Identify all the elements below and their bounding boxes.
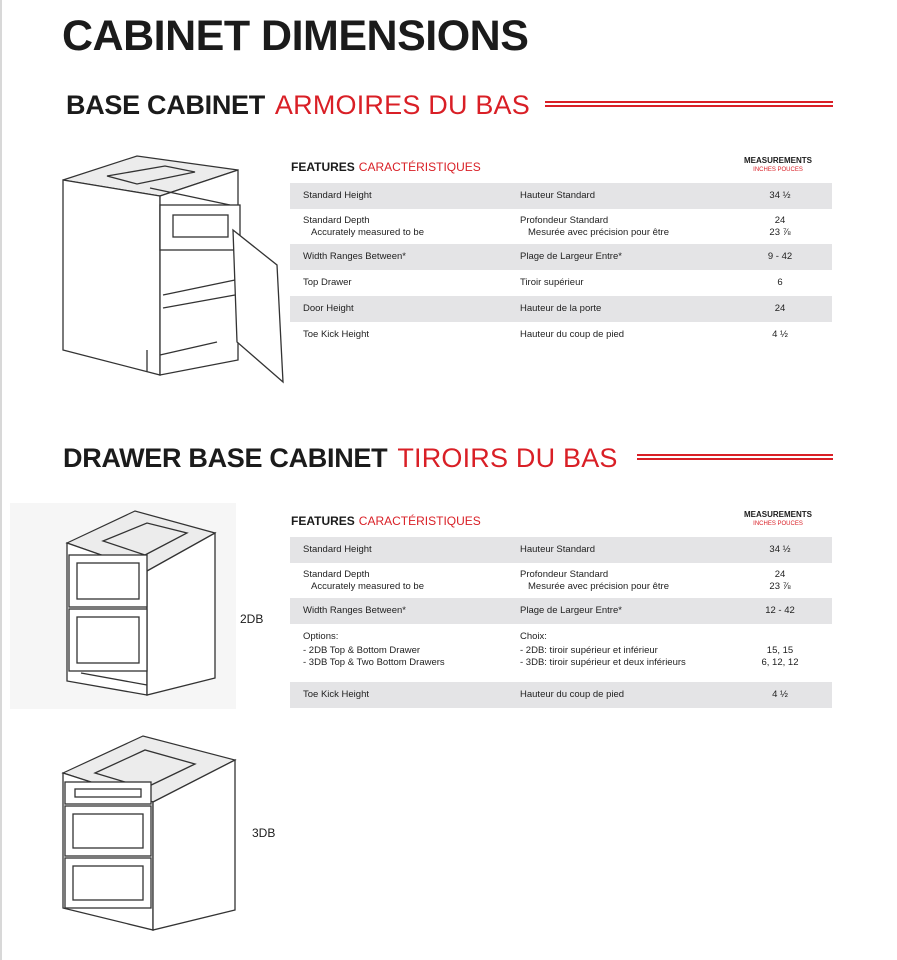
table-row bbox=[290, 183, 832, 209]
drawer-measurements-label: MEASUREMENTS bbox=[743, 510, 812, 519]
row-label-en: Top Drawer bbox=[303, 277, 352, 288]
row-sublabel-fr: Mesurée avec précision pour être bbox=[528, 581, 669, 592]
table-row bbox=[290, 322, 832, 348]
2db-cabinet-illustration bbox=[55, 503, 230, 709]
row-value: 24 bbox=[774, 303, 786, 314]
row-label-fr: Hauteur Standard bbox=[520, 544, 595, 555]
row-option-en: - 2DB Top & Bottom Drawer bbox=[303, 645, 421, 656]
base-cabinet-heading-fr: ARMOIRES DU BAS bbox=[274, 90, 530, 120]
row-label-en: Standard Depth bbox=[303, 215, 370, 226]
row-label-fr: Profondeur Standard bbox=[520, 215, 609, 226]
row-label-en: Toe Kick Height bbox=[303, 329, 370, 340]
row-value: 9 - 42 bbox=[767, 251, 793, 262]
row-value: 4 ½ bbox=[772, 689, 788, 700]
row-value: 6 bbox=[777, 277, 783, 288]
row-label-fr: Hauteur de la porte bbox=[520, 303, 602, 314]
3db-label: 3DB bbox=[252, 826, 276, 840]
base-features-table bbox=[290, 183, 832, 348]
base-features-en: FEATURES bbox=[291, 160, 355, 174]
row-value: 34 ½ bbox=[769, 190, 791, 201]
base-units-en: INCHES bbox=[753, 167, 776, 173]
row-label-fr: Tiroir supérieur bbox=[520, 277, 584, 288]
base-cabinet-heading bbox=[66, 90, 530, 124]
row-label-fr: Plage de Largeur Entre* bbox=[520, 251, 622, 262]
drawer-features-heading bbox=[291, 514, 481, 528]
row-value: 34 ½ bbox=[769, 544, 791, 555]
row-label-en: Width Ranges Between* bbox=[303, 605, 406, 616]
drawer-base-heading bbox=[63, 443, 618, 477]
row-sublabel-en: Accurately measured to be bbox=[311, 227, 425, 238]
drawer-features-en: FEATURES bbox=[291, 514, 355, 528]
base-features-fr: CARACTÉRISTIQUES bbox=[358, 160, 481, 174]
table-row bbox=[290, 537, 832, 563]
drawer-features-fr: CARACTÉRISTIQUES bbox=[358, 514, 481, 528]
row-label-en: Options: bbox=[303, 631, 339, 642]
base-cabinet-illustration bbox=[55, 150, 290, 390]
table-row bbox=[290, 682, 832, 708]
page-title: CABINET DIMENSIONS bbox=[62, 12, 529, 60]
base-cabinet-rule bbox=[545, 101, 833, 107]
drawer-base-rule bbox=[637, 454, 833, 460]
row-label-fr: Hauteur du coup de pied bbox=[520, 329, 625, 340]
row-label-en: Standard Height bbox=[303, 544, 372, 555]
row-value-secondary: 23 ⅞ bbox=[769, 227, 791, 238]
drawer-base-heading-en: DRAWER BASE CABINET bbox=[63, 443, 388, 473]
table-row bbox=[290, 624, 832, 682]
row-value-secondary: 23 ⅞ bbox=[769, 581, 791, 592]
table-row bbox=[290, 270, 832, 296]
base-cabinet-heading-en: BASE CABINET bbox=[66, 90, 265, 120]
drawer-base-heading-fr: TIROIRS DU BAS bbox=[397, 443, 618, 473]
table-row bbox=[290, 244, 832, 270]
row-label-fr: Plage de Largeur Entre* bbox=[520, 605, 622, 616]
row-option-en: - 3DB Top & Two Bottom Drawers bbox=[303, 657, 445, 668]
base-units-fr: POUCES bbox=[777, 167, 803, 173]
row-label-en: Toe Kick Height bbox=[303, 689, 370, 700]
row-value: 12 - 42 bbox=[765, 605, 795, 616]
base-features-heading bbox=[291, 160, 481, 174]
row-option-fr: - 3DB: tiroir supérieur et deux inférieurs bbox=[520, 657, 686, 668]
2db-label: 2DB bbox=[240, 612, 264, 626]
row-label-en: Standard Depth bbox=[303, 569, 370, 580]
drawer-measurements-heading bbox=[728, 511, 828, 527]
row-sublabel-en: Accurately measured to be bbox=[311, 581, 425, 592]
row-label-en: Width Ranges Between* bbox=[303, 251, 406, 262]
row-label-fr: Profondeur Standard bbox=[520, 569, 609, 580]
row-value: 24 bbox=[774, 569, 786, 580]
table-row bbox=[290, 563, 832, 598]
base-measurements-heading bbox=[728, 157, 828, 173]
row-label-fr: Hauteur Standard bbox=[520, 190, 595, 201]
row-value: 6, 12, 12 bbox=[761, 657, 799, 668]
table-row bbox=[290, 296, 832, 322]
drawer-features-table bbox=[290, 537, 832, 708]
row-value: 4 ½ bbox=[772, 329, 788, 340]
row-label-fr: Choix: bbox=[520, 631, 547, 642]
row-value: 15, 15 bbox=[766, 645, 794, 656]
row-value: 24 bbox=[774, 215, 786, 226]
row-option-fr: - 2DB: tiroir supérieur et inférieur bbox=[520, 645, 658, 656]
row-sublabel-fr: Mesurée avec précision pour être bbox=[528, 227, 669, 238]
row-label-fr: Hauteur du coup de pied bbox=[520, 689, 625, 700]
row-label-en: Standard Height bbox=[303, 190, 372, 201]
drawer-units-fr: POUCES bbox=[777, 521, 803, 527]
row-label-en: Door Height bbox=[303, 303, 354, 314]
drawer-units-en: INCHES bbox=[753, 521, 776, 527]
table-row bbox=[290, 598, 832, 624]
base-measurements-label: MEASUREMENTS bbox=[743, 156, 812, 165]
page-edge bbox=[0, 0, 2, 960]
table-row bbox=[290, 209, 832, 244]
3db-cabinet-illustration bbox=[55, 728, 240, 933]
